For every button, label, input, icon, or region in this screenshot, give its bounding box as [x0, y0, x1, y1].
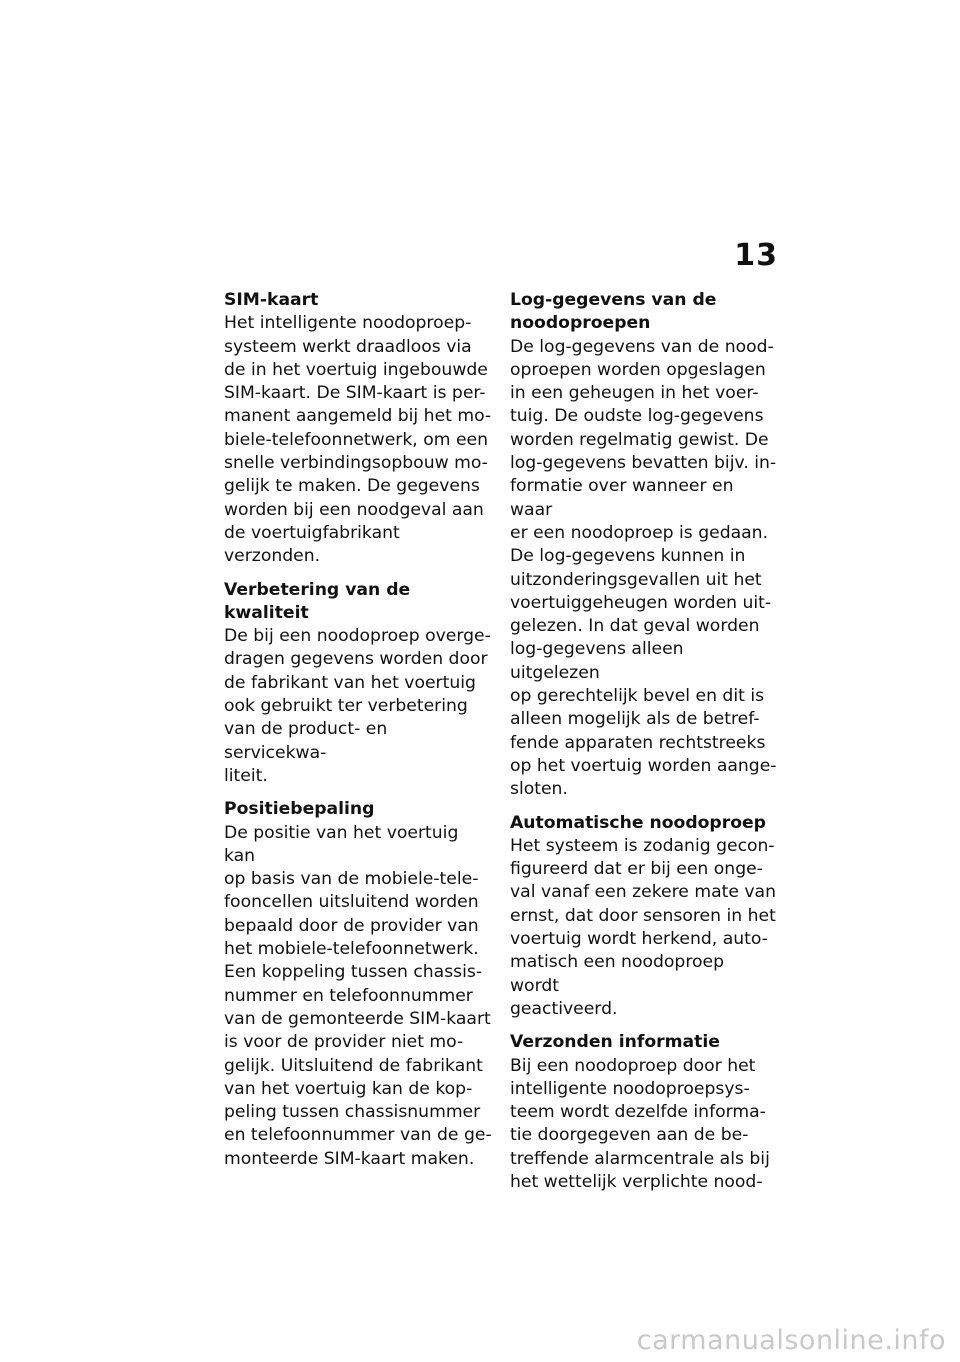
section-quality-improvement	[224, 579, 492, 789]
watermark-text: carmanualsonline.info	[636, 1325, 946, 1356]
section-log-data	[510, 289, 778, 802]
section-title: Verzonden informatie	[510, 1032, 720, 1053]
section-body: De bij een noodoproep overge- dragen gegevens worden door de fabrikant van het voertuig ook gebruikt ter verbetering van de product- en servicekwa- liteit.	[224, 626, 491, 786]
section-body: Het systeem is zodanig gecon- figureerd dat er bij een onge- val vanaf een zekere mate van ernst, dat door sensoren in het voertuig wordt herkend, auto- matisch een noodoproep wordt geactiveerd.	[510, 835, 776, 1019]
section-transmitted-information	[510, 1031, 778, 1194]
section-title: SIM-kaart	[224, 290, 319, 310]
section-automatic-emergency-call	[510, 812, 778, 1022]
right-column	[510, 289, 778, 1204]
section-body: De log-gegevens van de nood- oproepen worden opgeslagen in een geheugen in het voer- tuig. De oudste log-gegevens worden regelmatig gewist. De log-gegevens bevatten bijv. in- formatie over wanneer en waar er een noodoproep is gedaan. De log-gegevens kunnen in uitzonderingsgevallen uit het voertuiggeheugen worden uit- gelezen. In dat geval worden log-gegevens alleen uitgelezen op gerechtelijk bevel en dit is alleen mogelijk als de betref- fende apparaten rechtstreeks op het voertuig worden aange- sloten.	[510, 336, 777, 800]
section-title: Automatische noodoproep	[510, 812, 766, 833]
section-title: Verbetering van de kwaliteit	[224, 579, 411, 623]
section-body: De positie van het voertuig kan op basis van de mobiele-tele- fooncellen uitsluitend worden bepaald door de provider van het mobiele-telefoonnetwerk. Een koppeling tussen chassis- nummer en telefoonnummer van de gemonteerde SIM-kaart is voor de provider niet mo- gelijk. Uitsluitend de fabrikant van het voertuig kan de kop- peling tussen chassisnummer en telefoonnummer van de ge- monteerde SIM-kaart maken.	[224, 822, 492, 1169]
section-body: Bij een noodoproep door het intelligente noodoproepsys- teem wordt dezelfde informa- tie doorgegeven aan de be- treffende alarmcentrale als bij het wettelijk verplichte nood-	[510, 1055, 770, 1192]
section-sim-card	[224, 289, 492, 569]
section-title: Positiebepaling	[224, 799, 375, 820]
section-positioning	[224, 798, 492, 1171]
section-body: Het intelligente noodoproep- systeem werkt draadloos via de in het voertuig ingebouwde SIM-kaart. De SIM-kaart is per- manent aangemeld bij het mo- biele-telefoonnetwerk, om een snelle verbindingsopbouw mo- gelijk te maken. De gegevens worden bij een noodgeval aan de voertuigfabrikant verzonden.	[224, 313, 492, 567]
page-number: 13	[734, 238, 778, 273]
left-column	[224, 289, 492, 1181]
section-title: Log-gegevens van de noodoproepen	[510, 290, 717, 334]
